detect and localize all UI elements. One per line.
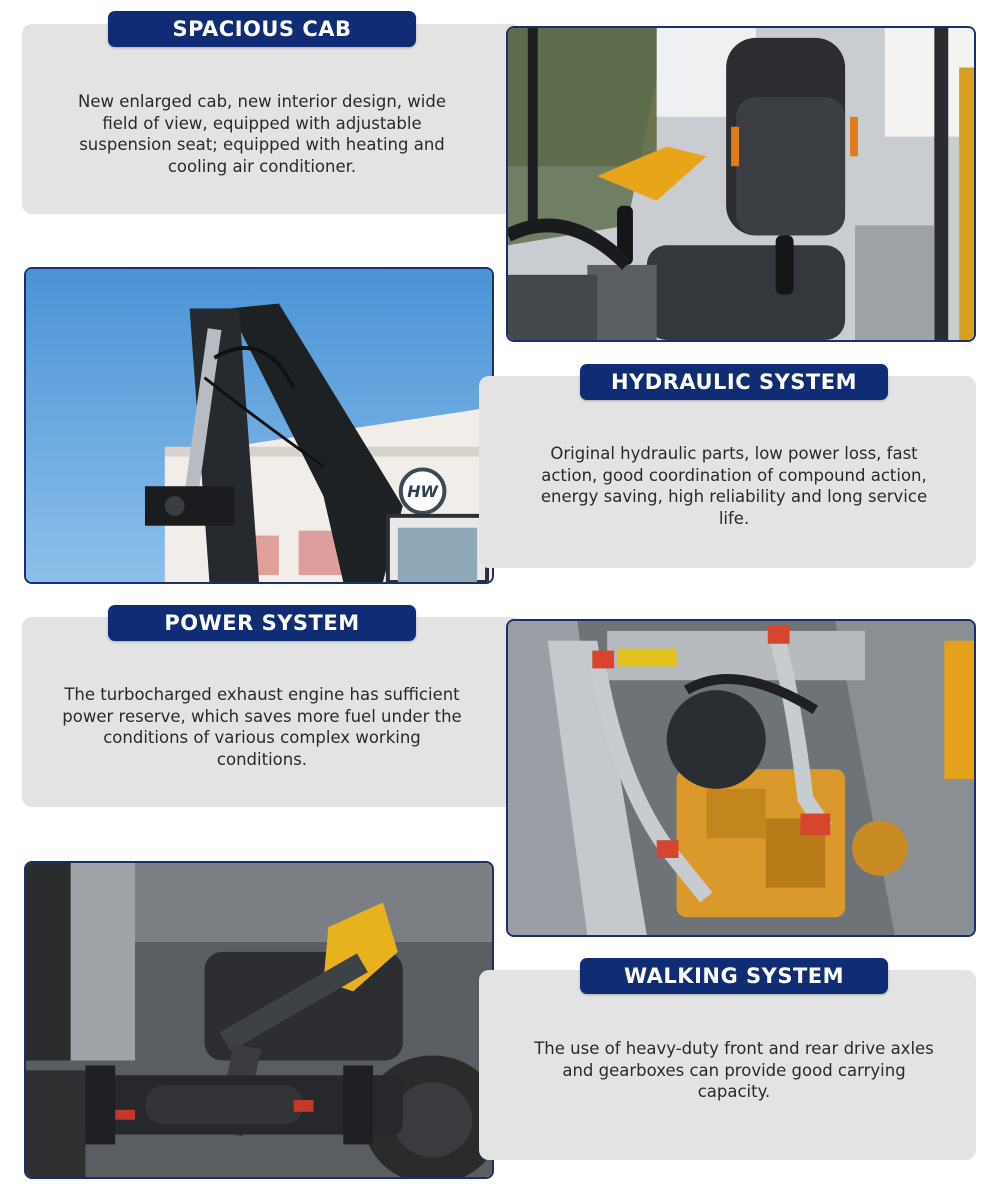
walking-system-title: WALKING SYSTEM	[580, 958, 888, 994]
cab-interior-photo	[506, 26, 976, 342]
hydraulic-boom-photo	[24, 267, 494, 584]
power-system-description: The turbocharged exhaust engine has sufficient power reserve, which saves more fuel under the conditions of various complex working conditions.	[62, 685, 462, 769]
walking-system-description: The use of heavy-duty front and rear drive axles and gearboxes can provide good carrying capacity.	[534, 1039, 934, 1101]
drive-axle-photo	[24, 861, 494, 1179]
power-system-title: POWER SYSTEM	[108, 605, 416, 641]
hw-logo-text: HW	[407, 482, 438, 502]
hydraulic-system-description: Original hydraulic parts, low power loss, fast action, good coordination of compound action, energy saving, high reliability and long service life.	[540, 444, 928, 528]
spacious-cab-title: SPACIOUS CAB	[108, 11, 416, 47]
hydraulic-system-title: HYDRAULIC SYSTEM	[580, 364, 888, 400]
spacious-cab-description: New enlarged cab, new interior design, wide field of view, equipped with adjustable suspension seat; equipped with heating and cooling air conditioner.	[78, 92, 446, 176]
engine-bay-photo	[506, 619, 976, 937]
